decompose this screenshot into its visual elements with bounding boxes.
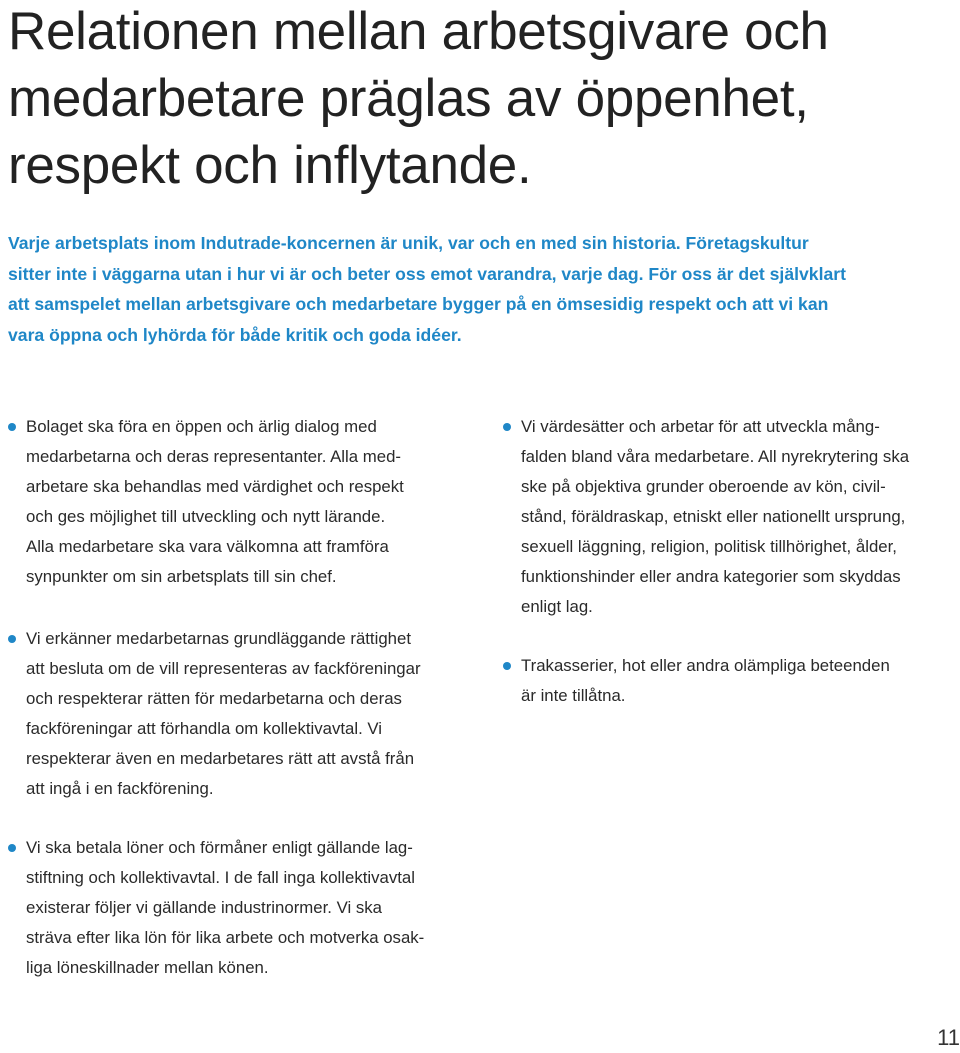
bullet-dot-icon [8, 635, 16, 643]
left-bullet-list [8, 412, 478, 983]
bullet-line: Vi ska betala löner och förmåner enligt gällande lag- [26, 838, 413, 857]
bullet-line: fackföreningar att förhandla om kollektivavtal. Vi [26, 719, 383, 738]
heading-line: medarbetare präglas av öppenhet, [8, 69, 809, 128]
heading-line: Relationen mellan arbetsgivare och [8, 2, 829, 61]
bullet-dot-icon [503, 423, 511, 431]
bullet-line: att besluta om de vill representeras av fackföreningar [26, 659, 421, 678]
bullet-dot-icon [8, 844, 16, 852]
bullet-dot-icon [8, 423, 16, 431]
bullet-line: respekterar även en medarbetares rätt att avstå från [26, 749, 415, 768]
bullet-item-diversity [503, 412, 958, 622]
bullet-item-union-rights [8, 624, 478, 804]
bullet-item-wages [8, 833, 478, 983]
bullet-line: falden bland våra medarbetare. All nyrekrytering ska [521, 447, 910, 466]
bullet-line: stiftning och kollektivavtal. I de fall inga kollektivavtal [26, 868, 415, 887]
intro-line: Varje arbetsplats inom Indutrade-koncernen är unik, var och en med sin historia. Företagskultur [8, 233, 809, 253]
bullet-line: sexuell läggning, religion, politisk tillhörighet, ålder, [521, 537, 897, 556]
bullet-line: Vi erkänner medarbetarnas grundläggande rättighet [26, 629, 411, 648]
bullet-line: och ges möjlighet till utveckling och nytt lärande. [26, 507, 386, 526]
bullet-item-harassment [503, 651, 958, 711]
bullet-dot-icon [503, 662, 511, 670]
bullet-line: är inte tillåtna. [521, 686, 626, 705]
bullet-line: Trakasserier, hot eller andra olämpliga beteenden [521, 656, 890, 675]
bullet-line: enligt lag. [521, 597, 593, 616]
bullet-line: medarbetarna och deras representanter. Alla med- [26, 447, 401, 466]
bullet-line: funktionshinder eller andra kategorier som skyddas [521, 567, 901, 586]
bullet-line: och respekterar rätten för medarbetarna och deras [26, 689, 402, 708]
bullet-line: sträva efter lika lön för lika arbete och motverka osak- [26, 928, 425, 947]
bullet-line: Alla medarbetare ska vara välkomna att framföra [26, 537, 389, 556]
bullet-line: existerar följer vi gällande industrinormer. Vi ska [26, 898, 382, 917]
bullet-line: Bolaget ska föra en öppen och ärlig dialog med [26, 417, 377, 436]
intro-line: sitter inte i väggarna utan i hur vi är och beter oss emot varandra, varje dag. För oss är det självklart [8, 263, 846, 284]
bullet-line: arbetare ska behandlas med värdighet och respekt [26, 477, 404, 496]
intro-line: vara öppna och lyhörda för både kritik och goda idéer. [8, 324, 462, 345]
intro-paragraph [8, 228, 953, 350]
heading-line: respekt och inflytande. [8, 136, 532, 195]
bullet-line: Vi värdesätter och arbetar för att utveckla mång- [521, 417, 880, 436]
intro-line: att samspelet mellan arbetsgivare och medarbetare bygger på en ömsesidig respekt och att vi kan [8, 294, 829, 314]
bullet-item-dialog [8, 412, 478, 592]
right-bullet-list [503, 412, 958, 711]
bullet-line: stånd, föräldraskap, etniskt eller nationellt ursprung, [521, 507, 906, 526]
page-heading [8, 0, 948, 199]
bullet-line: synpunkter om sin arbetsplats till sin chef. [26, 567, 337, 586]
bullet-line: ske på objektiva grunder oberoende av kön, civil- [521, 477, 886, 496]
bullet-line: att ingå i en fackförening. [26, 779, 214, 798]
page-number: 11 [937, 1025, 960, 1050]
bullet-line: liga löneskillnader mellan könen. [26, 958, 269, 977]
